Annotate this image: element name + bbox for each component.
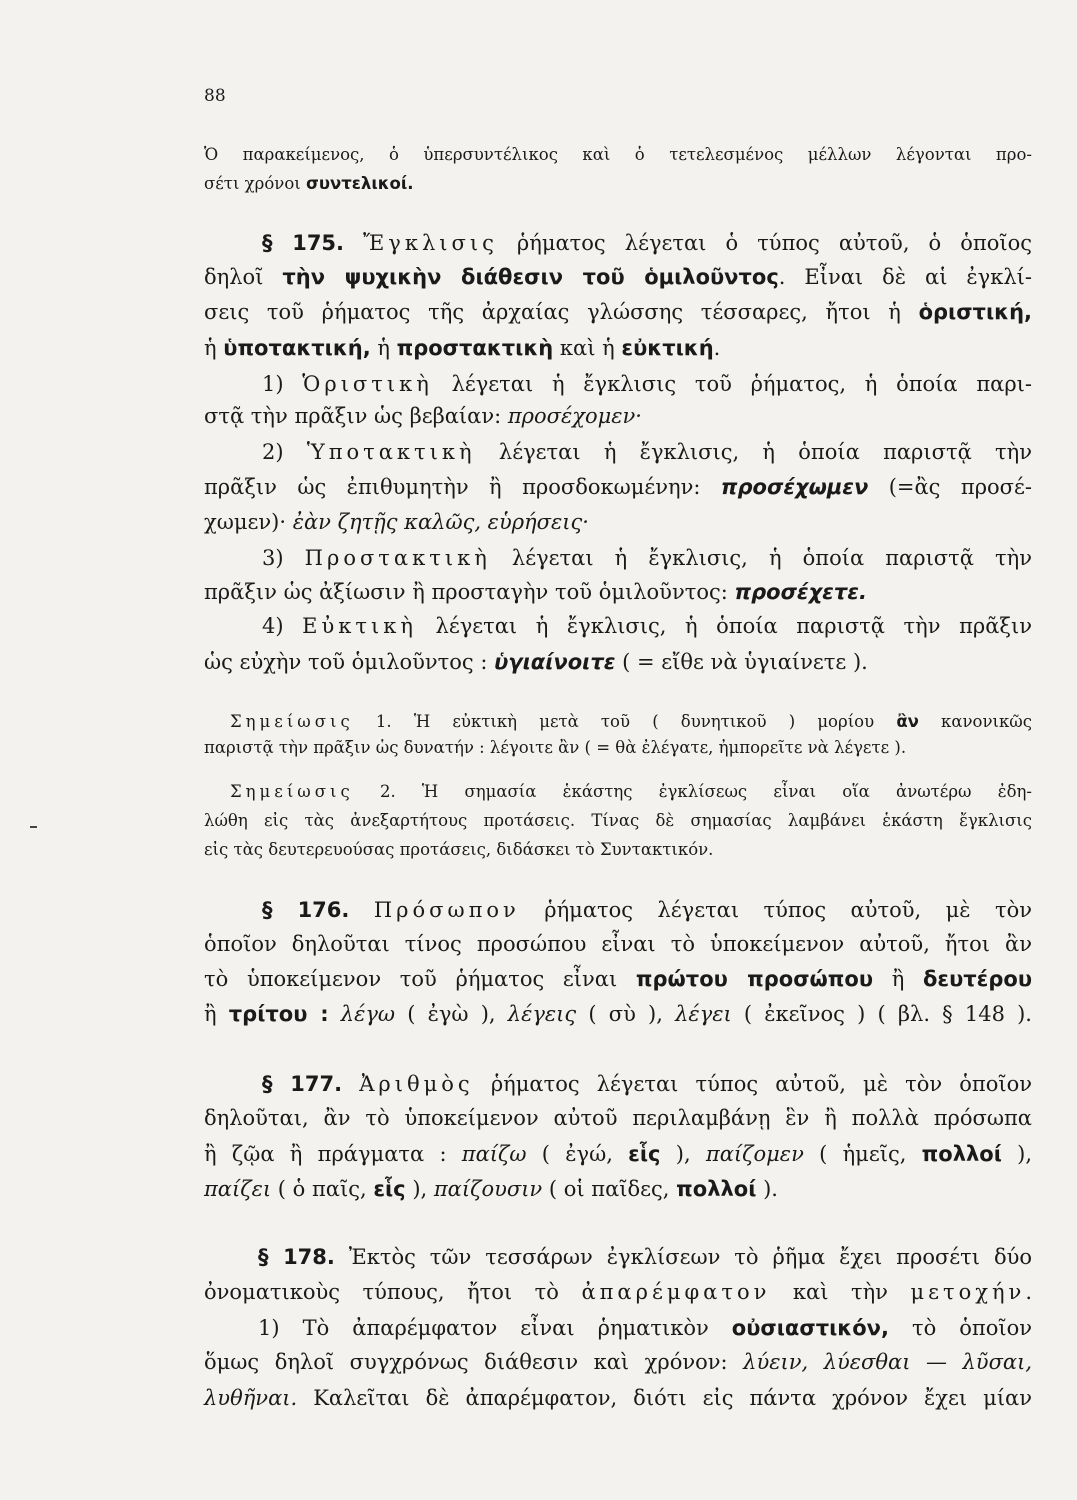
bold-term: προστακτικὴ: [396, 336, 554, 360]
text: Ἐκτὸς τῶν τεσσάρων ἐγκλίσεων τὸ ῥῆμα ἔχει προσέτι δύο: [334, 1245, 1033, 1269]
italic-example: λέγει: [675, 1002, 732, 1026]
item-1-line-2: [204, 404, 642, 428]
text: ἡ: [204, 336, 224, 360]
bold-term: πολλοί: [676, 1177, 757, 1201]
note-2-line-3: [204, 840, 713, 859]
text: δηλοῖ: [204, 265, 283, 289]
text: στᾷ τὴν πρᾶξιν ὡς βεβαίαν:: [204, 404, 508, 428]
text: καὶ τὴν: [770, 1280, 911, 1304]
text: εἰς τὰς δευτερευούσας προτάσεις, διδάσκει τὸ Συντακτικόν.: [204, 840, 714, 859]
text: ( = εἴθε νὰ ὑγιαίνετε ).: [615, 650, 868, 674]
spaced-term: Προστακτικὴ: [304, 546, 491, 570]
section-number: § 177.: [262, 1072, 343, 1096]
text: λώθη εἰς τὰς ἀνεξαρτήτους προτάσεις. Τίνας δὲ σημασίας λαμβάνει ἑκάστη ἔγκλισις: [204, 811, 1032, 830]
note-1-line-2: [204, 738, 906, 757]
item-4-line-2: [204, 650, 868, 674]
note-2-line-2: [204, 811, 1032, 830]
spaced-term: Εὐκτικὴ: [302, 614, 417, 638]
bold-term: συντελικοί.: [305, 174, 414, 193]
item-3-line-2: [204, 580, 867, 604]
italic-example: ὑγιαίνοιτε: [494, 650, 616, 674]
spaced-term: Ἔγκλισις: [363, 231, 498, 255]
note-label: Σημείωσις: [230, 712, 354, 731]
text: ),: [405, 1177, 434, 1201]
text: καὶ ἡ: [553, 336, 622, 360]
text: λέγεται ἡ ἔγκλισις, ἡ ὁποία παριστᾷ τὴν: [490, 546, 1033, 570]
text: ),: [660, 1142, 706, 1166]
spaced-term: Ἀριθμὸς: [359, 1072, 474, 1096]
italic-example: λέγω: [328, 1002, 396, 1026]
text: ὀνοματικοὺς τύπους, ἤτοι τὸ: [204, 1280, 582, 1304]
s176-line-3: [204, 967, 1032, 991]
page-number: 88: [204, 86, 226, 106]
text: ( ἐγὼ ),: [395, 1002, 508, 1026]
bold-term: εἷς: [373, 1177, 406, 1201]
italic-example: λυθῆναι.: [204, 1386, 298, 1410]
italic-example: ἐὰν ζητῇς καλῶς, εὑρήσεις·: [292, 510, 589, 534]
s177-line-1: [262, 1072, 1032, 1096]
section-number: § 178.: [258, 1245, 335, 1269]
note-1-line-1: [230, 712, 1032, 731]
s176-line-1: [262, 898, 1032, 922]
text: ( ὁ παῖς,: [271, 1177, 374, 1201]
spaced-term: Πρόσωπον: [373, 898, 520, 922]
text: τὸ ὑποκείμενον τοῦ ῥήματος εἶναι: [204, 967, 636, 991]
s175-line-1: [262, 231, 1032, 255]
italic-example: παίζω: [461, 1142, 527, 1166]
intro-line-1: [204, 145, 1032, 164]
spaced-term: Ὁριστικὴ: [302, 372, 433, 396]
note-label: Σημείωσις: [230, 782, 354, 801]
text: ὡς εὐχὴν τοῦ ὁμιλοῦντος :: [204, 650, 495, 674]
text: ῥήματος λέγεται τύπος αὐτοῦ, μὲ τὸν ὁποῖον: [473, 1072, 1032, 1096]
text: χωμεν)·: [204, 510, 293, 534]
s178-line-3: [258, 1316, 1032, 1340]
s176-line-2: [204, 932, 1032, 956]
text: τὸ ὁποῖον: [888, 1316, 1033, 1340]
text: .: [1025, 1280, 1032, 1304]
text: λέγεται ἡ ἔγκλισις, ἡ ὁποία παριστᾷ τὴν πρᾶξιν: [416, 614, 1032, 638]
section-number: § 175.: [262, 231, 345, 255]
text: σέτι χρόνοι: [204, 174, 306, 193]
item-number: 2): [262, 440, 307, 464]
spaced-term: ἀπαρέμφατον: [581, 1280, 771, 1304]
text: Ὁ παρακείμενος, ὁ ὑπερσυντέλικος καὶ ὁ τετελεσμένος μέλλων λέγονται προ-: [204, 145, 1032, 164]
text: Καλεῖται δὲ ἀπαρέμφατον, διότι εἰς πάντα χρόνον ἔχει μίαν: [297, 1386, 1032, 1410]
item-4-line-1: [262, 614, 1032, 638]
intro-line-2: [204, 174, 414, 193]
bold-term: ὁριστική,: [918, 300, 1032, 324]
text: ( ἡμεῖς,: [803, 1142, 922, 1166]
bold-term: εἷς: [628, 1142, 661, 1166]
text: κανονικῶς: [918, 712, 1032, 731]
section-number: § 176.: [262, 898, 350, 922]
bold-term: πολλοί: [921, 1142, 1002, 1166]
text: ( σὺ ),: [576, 1002, 676, 1026]
s175-line-3: [204, 300, 1032, 324]
italic-example: λέγεις: [507, 1002, 577, 1026]
italic-example: παίζομεν: [705, 1142, 804, 1166]
margin-mark: [30, 826, 37, 828]
bold-term: οὐσιαστικόν,: [731, 1316, 889, 1340]
text: πρᾶξιν ὡς ἐπιθυμητὴν ἢ προσδοκωμένην:: [204, 475, 721, 499]
text: λέγεται ἡ ἔγκλισις τοῦ ῥήματος, ἡ ὁποία παρι-: [432, 372, 1032, 396]
text: ὁποῖον δηλοῦται τίνος προσώπου εἶναι τὸ ὑποκείμενον αὐτοῦ, ἤτοι ἂν: [204, 932, 1032, 956]
text: ἡ: [370, 336, 397, 360]
text: 2. Ἡ σημασία ἑκάστης ἐγκλίσεως εἶναι οἵα ἀνωτέρω ἐδη-: [353, 782, 1032, 801]
text: ἢ ζῷα ἢ πράγματα :: [204, 1142, 462, 1166]
italic-example: προσέχομεν·: [507, 404, 642, 428]
text: . Εἶναι δὲ αἱ ἐγκλί-: [778, 265, 1032, 289]
italic-example: παίζει: [204, 1177, 272, 1201]
italic-example: παίζουσιν: [433, 1177, 543, 1201]
text: ῥήματος λέγεται ὁ τύπος αὐτοῦ, ὁ ὁποῖος: [497, 231, 1032, 255]
italic-example: προσέχωμεν: [720, 475, 869, 499]
text: (=ἂς προσέ-: [868, 475, 1032, 499]
item-3-line-1: [262, 546, 1032, 570]
s178-line-2: [204, 1280, 1032, 1304]
item-1-line-1: [262, 372, 1032, 396]
text: ).: [756, 1177, 778, 1201]
text: ( ἐκεῖνος ) ( βλ. § 148 ).: [731, 1002, 1032, 1026]
s175-line-4: [204, 336, 720, 360]
s175-line-2: [204, 265, 1032, 289]
text: ῥήματος λέγεται τύπος αὐτοῦ, μὲ τὸν: [519, 898, 1033, 922]
bold-term: τρίτου :: [228, 1002, 329, 1026]
text: 1. Ἡ εὐκτικὴ μετὰ τοῦ ( δυνητικοῦ ) μορίου: [353, 712, 897, 731]
text: ἢ: [873, 967, 923, 991]
spaced-term: Ὑποτακτικὴ: [306, 440, 476, 464]
bold-term: δευτέρου: [922, 967, 1032, 991]
bold-term: πρώτου προσώπου: [635, 967, 874, 991]
s177-line-2: [204, 1106, 1032, 1130]
item-number: 4): [262, 614, 303, 638]
text: ),: [1001, 1142, 1033, 1166]
italic-example: λύειν, λύεσθαι — λῦσαι,: [743, 1350, 1032, 1374]
text: δηλοῦται, ἂν τὸ ὑποκείμενον αὐτοῦ περιλαμβάνῃ ἓν ἢ πολλὰ πρόσωπα: [204, 1106, 1032, 1130]
s178-line-1: [258, 1245, 1032, 1269]
s178-line-5: [204, 1386, 1032, 1410]
bold-term: ὑποτακτική,: [223, 336, 371, 360]
text: ἢ: [204, 1002, 229, 1026]
text: παριστᾷ τὴν πρᾶξιν ὡς δυνατήν : λέγοιτε ἂν ( = θὰ ἐλέγατε, ἠμπορεῖτε νὰ λέγετε ).: [204, 738, 907, 757]
s177-line-4: [204, 1177, 778, 1201]
text: πρᾶξιν ὡς ἀξίωσιν ἢ προσταγὴν τοῦ ὁμιλοῦντος:: [204, 580, 735, 604]
item-number: 3): [262, 546, 305, 570]
item-number: 1): [262, 372, 303, 396]
s178-line-4: [204, 1350, 1032, 1374]
text: .: [713, 336, 721, 360]
bold-term: ἂν: [896, 712, 919, 731]
item-2-line-2: [204, 475, 1032, 499]
bold-term: εὐκτική: [621, 336, 714, 360]
item-2-line-3: [204, 510, 589, 534]
text: ὅμως δηλοῖ συγχρόνως διάθεσιν καὶ χρόνον:: [204, 1350, 744, 1374]
text: λέγεται ἡ ἔγκλισις, ἡ ὁποία παριστᾷ τὴν: [475, 440, 1032, 464]
item-2-line-1: [262, 440, 1032, 464]
text: ( ἐγώ,: [526, 1142, 629, 1166]
s176-line-4: [204, 1002, 1032, 1026]
text: σεις τοῦ ῥήματος τῆς ἀρχαίας γλώσσης τέσσαρες, ἤτοι ἡ: [204, 300, 919, 324]
text: ( οἱ παῖδες,: [542, 1177, 677, 1201]
s177-line-3: [204, 1142, 1032, 1166]
bold-term: τὴν ψυχικὴν διάθεσιν τοῦ ὁμιλοῦντος: [282, 265, 779, 289]
italic-example: προσέχετε.: [734, 580, 867, 604]
spaced-term: μετοχήν: [910, 1280, 1026, 1304]
note-2-line-1: [230, 782, 1032, 801]
text: 1) Τὸ ἀπαρέμφατον εἶναι ῥηματικὸν: [258, 1316, 732, 1340]
